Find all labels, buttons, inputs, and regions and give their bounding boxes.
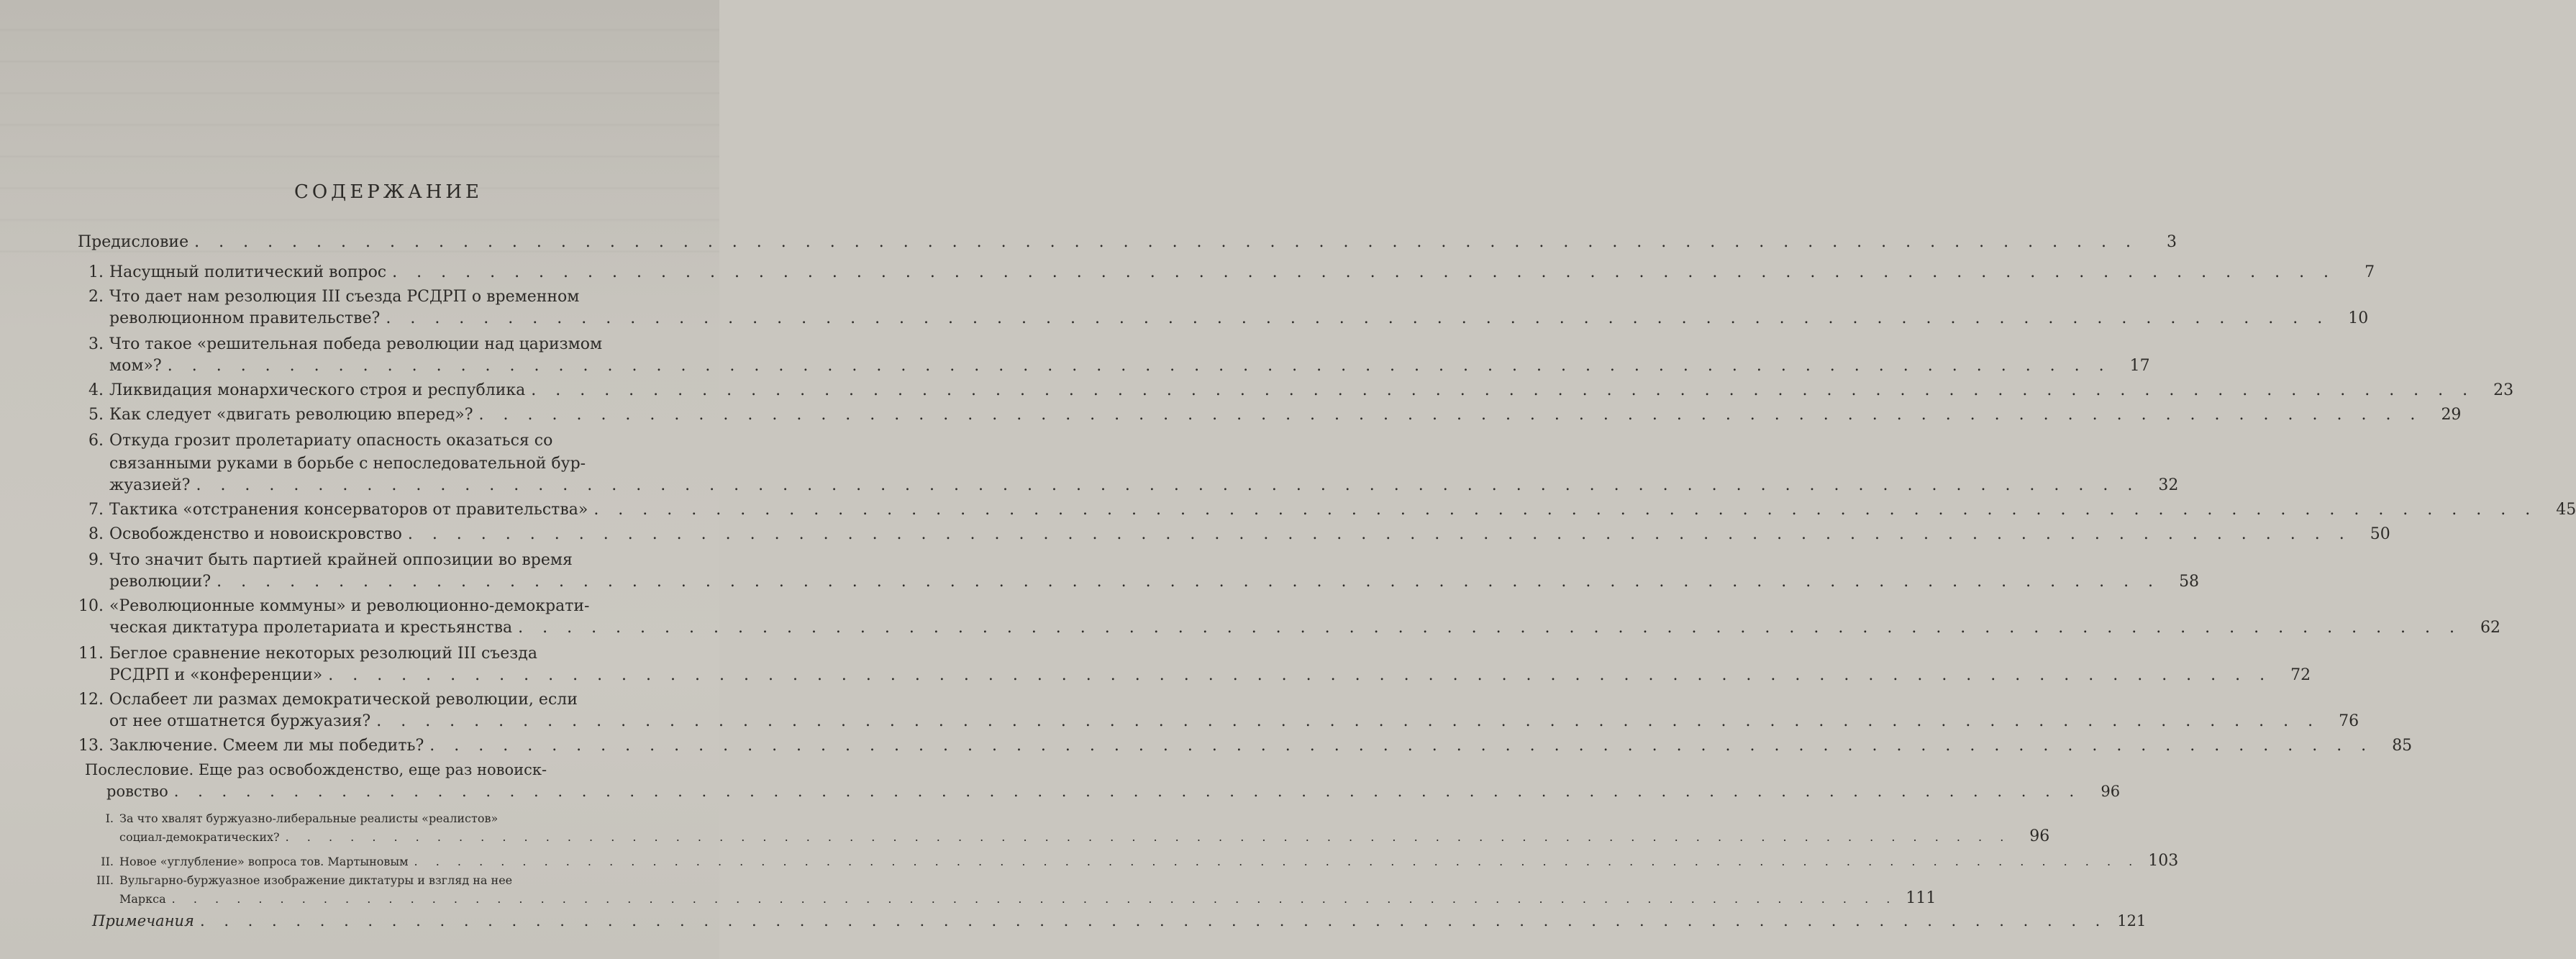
- page-number: 96: [2029, 827, 2050, 845]
- chapter-number: 6.: [88, 432, 104, 450]
- entry-text: мом»?: [109, 357, 162, 375]
- leader-dots: . . . . . . . . . . . . . . . . . . . . . . . . . . . . . . . . . . . . . . . . . . . . . . . . . . . . . . . . . . . . . . . . . . . . . . . . . . . . . . . .: [407, 525, 2352, 543]
- entry-text: Тактика «отстранения консерваторов от правительства»: [109, 501, 588, 519]
- entry-text: За что хвалят буржуазно-либеральные реалисты «реалистов»: [119, 812, 499, 825]
- chapter-number: 12.: [78, 691, 104, 709]
- chapter-number: 3.: [88, 335, 104, 353]
- toc-entry-6-line-2: [109, 455, 711, 473]
- page-number: 10: [2348, 309, 2369, 327]
- toc-entry-11-line-2: [109, 666, 2311, 684]
- leader-dots: . . . . . . . . . . . . . . . . . . . . . . . . . . . . . . . . . . . . . . . . . . . . . . . . . . . . . . . . . . . . . . . . . . . . . . . . . . . . . . . .: [429, 737, 2374, 755]
- toc-subentry-I-line-2: [119, 827, 2050, 845]
- entry-text: Ликвидация монархического строя и республика: [109, 381, 526, 399]
- leader-dots: . . . . . . . . . . . . . . . . . . . . . . . . . . . . . . . . . . . . . . . . . . . . . . . . . . . . . . . . . . . . . . . . . . . . . . . . . . . . . . . .: [196, 476, 2140, 494]
- entry-text: от нее отшатнется буржуазия?: [109, 712, 371, 730]
- chapter-number: 8.: [88, 525, 104, 543]
- leader-dots: . . . . . . . . . . . . . . . . . . . . . . . . . . . . . . . . . . . . . . . . . . . . . . . . . . . . . . . . . . . . . . . . . . . . . . . . . . . . . . . .: [376, 712, 2321, 730]
- entry-text: ческая диктатура пролетариата и крестьянства: [109, 619, 513, 637]
- page-number: 17: [2129, 357, 2150, 375]
- toc-entry-5: [78, 406, 2462, 424]
- page-number: 45: [2556, 501, 2576, 519]
- entry-text: Заключение. Смеем ли мы победить?: [109, 737, 424, 755]
- page-number: 58: [2179, 573, 2200, 591]
- chapter-number: 1.: [88, 263, 104, 281]
- entry-text: Новое «углубление» вопроса тов. Мартыновым: [119, 855, 409, 868]
- toc-entry-10-line-2: [109, 619, 2501, 637]
- entry-text: Освобожденство и новоискровство: [109, 525, 402, 543]
- toc-entry-9-line-2: [109, 573, 2200, 591]
- toc-entry-11-line-1: [69, 645, 711, 663]
- chapter-number: 5.: [88, 406, 104, 424]
- toc-entry-8: [78, 525, 2390, 543]
- page-number: 72: [2290, 666, 2311, 684]
- page-number: 103: [2148, 852, 2179, 870]
- toc-entry-7: [78, 501, 2576, 519]
- page-number: 32: [2158, 476, 2179, 494]
- toc-entry-preface: [78, 233, 2177, 251]
- chapter-number: 11.: [78, 645, 104, 663]
- toc-entry-notes: [92, 912, 2147, 930]
- leader-dots: . . . . . . . . . . . . . . . . . . . . . . . . . . . . . . . . . . . . . . . . . . . . . . . . . . . . . . . . . . . . . . . . . . . . . . . . . . . . . . . .: [478, 406, 2423, 424]
- section-number: III.: [96, 873, 114, 887]
- toc-entry-afterword-line-1: [85, 761, 711, 778]
- leader-dots: . . . . . . . . . . . . . . . . . . . . . . . . . . . . . . . . . . . . . . . . . . . . . . . . . . . . . . . . . . . . . . . . . . . . . . . . . . . . . . . .: [518, 619, 2462, 637]
- leader-dots: . . . . . . . . . . . . . . . . . . . . . . . . . . . . . . . . . . . . . . . . . . . . . . . . . . . . . . . . . . . . . . . . . . . . . . . . . . . . . . . .: [328, 666, 2272, 684]
- toc-subentry-III-line-2: [119, 889, 1936, 907]
- page-number: 96: [2101, 783, 2121, 800]
- section-number: II.: [101, 855, 114, 868]
- toc-entry-6-line-1: [78, 432, 711, 450]
- page-number: 85: [2392, 737, 2413, 755]
- leader-dots: . . . . . . . . . . . . . . . . . . . . . . . . . . . . . . . . . . . . . . . . . . . . . . . . . . . . . . . . . . . . . . . . . . . . . . . . . . . . . . . .: [285, 830, 2011, 844]
- leader-dots: . . . . . . . . . . . . . . . . . . . . . . . . . . . . . . . . . . . . . . . . . . . . . . . . . . . . . . . . . . . . . . . . . . . . . . . . . . . . . . . .: [173, 783, 2082, 800]
- toc-entry-4: [78, 381, 2514, 399]
- page-number: 3: [2167, 233, 2177, 251]
- entry-text: жуазией?: [109, 476, 191, 494]
- entry-text: Беглое сравнение некоторых резолюций III съезда: [109, 645, 537, 663]
- page-number: 76: [2339, 712, 2359, 730]
- entry-text: Ослабеет ли размах демократической революции, если: [109, 691, 578, 709]
- leader-dots: . . . . . . . . . . . . . . . . . . . . . . . . . . . . . . . . . . . . . . . . . . . . . . . . . . . . . . . . . . . . . . . . . . . . . . . . . . . . . . . .: [217, 573, 2161, 591]
- toc-entry-9-line-1: [78, 551, 711, 569]
- toc-entry-afterword-line-2: [106, 783, 2121, 800]
- page-number: 50: [2370, 525, 2390, 543]
- toc-entry-10-line-1: [69, 597, 711, 615]
- entry-text: революционном правительстве?: [109, 309, 381, 327]
- entry-text: революции?: [109, 573, 211, 591]
- leader-dots: . . . . . . . . . . . . . . . . . . . . . . . . . . . . . . . . . . . . . . . . . . . . . . . . . . . . . . . . . . . . . . . . . . . . . . . . . . . . . . . .: [414, 855, 2140, 868]
- entry-text: «Революционные коммуны» и революционно-демократи-: [109, 597, 590, 615]
- page-number: 7: [2365, 263, 2375, 281]
- leader-dots: . . . . . . . . . . . . . . . . . . . . . . . . . . . . . . . . . . . . . . . . . . . . . . . . . . . . . . . . . . . . . . . . . . . . . . . . . . . . . . . .: [194, 233, 2139, 251]
- entry-text: Что значит быть партией крайней оппозиции во время: [109, 551, 573, 569]
- toc-entry-12-line-2: [109, 712, 2359, 730]
- entry-text: связанными руками в борьбе с непоследовательной бур-: [109, 455, 586, 473]
- entry-text: Послесловие. Еще раз освобожденство, еще раз новоиск-: [85, 761, 547, 778]
- toc-subentry-III-line-1: [95, 873, 642, 887]
- leader-dots: . . . . . . . . . . . . . . . . . . . . . . . . . . . . . . . . . . . . . . . . . . . . . . . . . . . . . . . . . . . . . . . . . . . . . . . . . . . . . . . .: [531, 381, 2475, 399]
- chapter-number: 9.: [88, 551, 104, 569]
- toc-entry-6-line-3: [109, 476, 2179, 494]
- toc-entry-13: [69, 737, 2413, 755]
- entry-text: Как следует «двигать революцию вперед»?: [109, 406, 473, 424]
- page-number: 62: [2480, 619, 2501, 637]
- entry-text: Вульгарно-буржуазное изображение диктатуры и взгляд на нее: [119, 873, 513, 887]
- chapter-number: 4.: [88, 381, 104, 399]
- entry-text: Откуда грозит пролетариату опасность оказаться со: [109, 432, 553, 450]
- entry-text: Что такое «решительная победа революции над царизмом: [109, 335, 603, 353]
- leader-dots: . . . . . . . . . . . . . . . . . . . . . . . . . . . . . . . . . . . . . . . . . . . . . . . . . . . . . . . . . . . . . . . . . . . . . . . . . . . . . . . .: [386, 309, 2330, 327]
- leader-dots: . . . . . . . . . . . . . . . . . . . . . . . . . . . . . . . . . . . . . . . . . . . . . . . . . . . . . . . . . . . . . . . . . . . . . . . . . . . . . . . .: [392, 263, 2336, 281]
- leader-dots: . . . . . . . . . . . . . . . . . . . . . . . . . . . . . . . . . . . . . . . . . . . . . . . . . . . . . . . . . . . . . . . . . . . . . . . . . . . . . . . .: [593, 501, 2538, 519]
- entry-text: Насущный политический вопрос: [109, 263, 387, 281]
- entry-text: Что дает нам резолюция III съезда РСДРП о временном: [109, 288, 580, 306]
- toc-subentry-II: [95, 852, 2179, 870]
- entry-text: социал-демократических?: [119, 830, 280, 844]
- toc-entry-3-line-1: [78, 335, 711, 353]
- toc-entry-1: [78, 263, 2375, 281]
- page-number: 29: [2441, 406, 2462, 424]
- toc-entry-2-line-2: [109, 309, 2369, 327]
- leader-dots: . . . . . . . . . . . . . . . . . . . . . . . . . . . . . . . . . . . . . . . . . . . . . . . . . . . . . . . . . . . . . . . . . . . . . . . . . . . . . . . .: [167, 357, 2111, 375]
- section-number: I.: [105, 812, 114, 825]
- page-number: 23: [2493, 381, 2514, 399]
- chapter-number: 13.: [78, 737, 104, 755]
- entry-text: Примечания: [92, 912, 194, 930]
- entry-text: Предисловие: [78, 233, 189, 251]
- entry-text: Маркса: [119, 892, 166, 906]
- chapter-number: 10.: [78, 597, 104, 615]
- leader-dots: . . . . . . . . . . . . . . . . . . . . . . . . . . . . . . . . . . . . . . . . . . . . . . . . . . . . . . . . . . . . . . . . . . . . . . . . . . . . . . . .: [171, 892, 1898, 906]
- toc-heading: СОДЕРЖАНИЕ: [293, 181, 483, 203]
- entry-text: РСДРП и «конференции»: [109, 666, 323, 684]
- chapter-number: 2.: [88, 288, 104, 306]
- page-number: 121: [2117, 912, 2147, 930]
- toc-entry-2-line-1: [78, 288, 711, 306]
- chapter-number: 7.: [88, 501, 104, 519]
- page-number: 111: [1906, 889, 1936, 907]
- toc-entry-12-line-1: [69, 691, 711, 709]
- toc-entry-3-line-2: [109, 357, 2150, 375]
- leader-dots: . . . . . . . . . . . . . . . . . . . . . . . . . . . . . . . . . . . . . . . . . . . . . . . . . . . . . . . . . . . . . . . . . . . . . . . . . . . . . . . .: [199, 912, 2108, 930]
- toc-subentry-I-line-1: [95, 812, 642, 825]
- entry-text: ровство: [106, 783, 168, 800]
